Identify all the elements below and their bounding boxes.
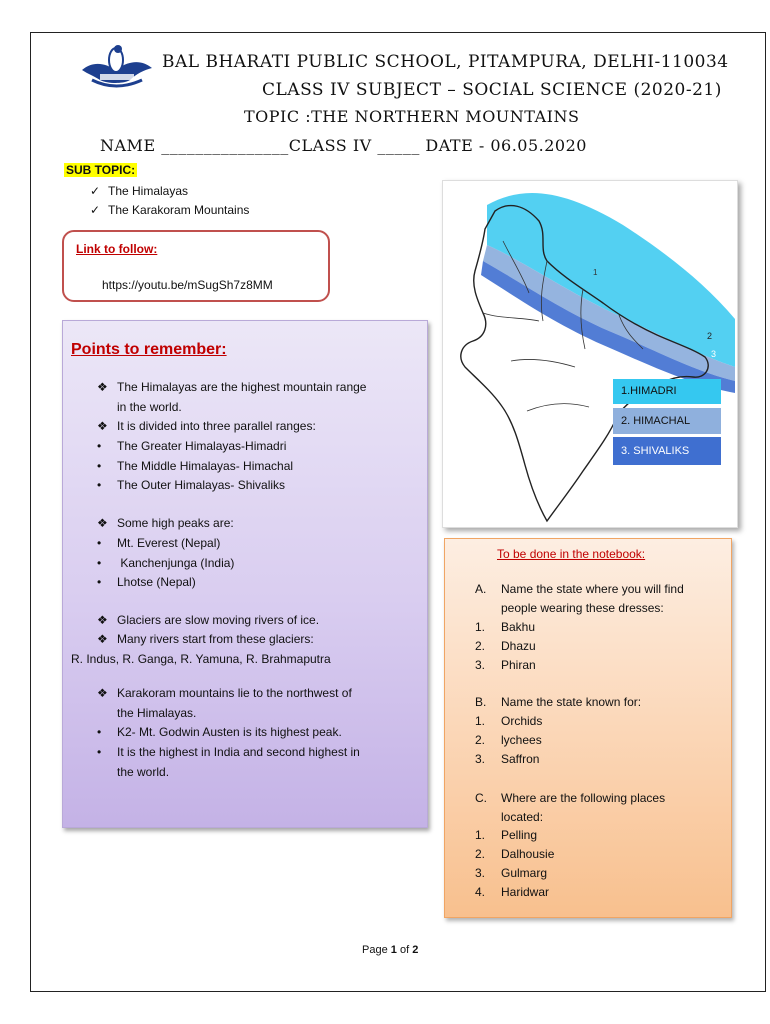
class-subject: CLASS IV SUBJECT – SOCIAL SCIENCE (2020-21) <box>262 80 722 100</box>
diamond-bullet-icon: ❖ <box>97 516 108 530</box>
list-item: • Lhotse (Nepal) <box>97 575 196 589</box>
school-logo <box>78 40 156 96</box>
sub-topic-list <box>90 182 249 220</box>
school-name: BAL BHARATI PUBLIC SCHOOL, PITAMPURA, DELHI-110034 <box>162 52 729 72</box>
legend-himachal: 2. HIMACHAL <box>613 408 721 434</box>
zone-label-3: 3 <box>711 349 717 359</box>
diamond-bullet-icon: ❖ <box>97 380 108 394</box>
legend-himadri: 1.HIMADRI <box>613 379 721 404</box>
page-number: Page 1 of 2 <box>362 944 419 956</box>
list-item: • It is the highest in India and second highest in <box>97 745 360 759</box>
list-item: 4. Haridwar <box>475 885 550 899</box>
question-c-continued: located: <box>501 810 544 824</box>
list-item: 3. Gulmarg <box>475 866 548 880</box>
list-item: ✓ The Himalayas <box>90 182 249 201</box>
list-item: ❖ Glaciers are slow moving rivers of ice. <box>97 613 320 627</box>
question-c: C. Where are the following places <box>475 791 666 805</box>
list-item: 2. Dhazu <box>475 639 536 653</box>
list-item: 1. Pelling <box>475 828 538 842</box>
bullet-icon: • <box>97 536 102 550</box>
list-item: • The Middle Himalayas- Himachal <box>97 459 294 473</box>
himalaya-map <box>442 180 738 528</box>
check-icon: ✓ <box>90 203 101 217</box>
name-class-date-line: NAME _______________CLASS IV _____ DATE - 06.05.2020 <box>100 136 587 155</box>
diamond-bullet-icon: ❖ <box>97 613 108 627</box>
notebook-box <box>444 538 732 918</box>
rivers-line: R. Indus, R. Ganga, R. Yamuna, R. Brahmaputra <box>71 652 331 666</box>
check-icon: ✓ <box>90 184 101 198</box>
list-item: • The Outer Himalayas- Shivaliks <box>97 478 286 492</box>
question-a: A. Name the state where you will find <box>475 582 684 596</box>
bullet-icon: • <box>97 575 102 589</box>
diamond-bullet-icon: ❖ <box>97 632 108 646</box>
sub-topic-label: SUB TOPIC: <box>66 163 136 177</box>
list-item: ❖ It is divided into three parallel ranges: <box>97 419 316 433</box>
notebook-title: To be done in the notebook: <box>497 547 646 561</box>
bullet-icon: • <box>97 459 102 473</box>
list-item: 2. Dalhousie <box>475 847 555 861</box>
list-item-continued: the Himalayas. <box>117 706 197 720</box>
points-title: Points to remember: <box>71 341 227 358</box>
video-link[interactable]: https://youtu.be/mSugSh7z8MM <box>102 278 273 292</box>
link-label: Link to follow: <box>76 242 158 256</box>
list-item: ❖ The Himalayas are the highest mountain range <box>97 380 367 394</box>
zone-label-2: 2 <box>707 331 713 341</box>
legend-shivaliks: 3. SHIVALIKS <box>613 437 721 465</box>
bullet-icon: • <box>97 556 102 570</box>
list-item-continued: in the world. <box>117 400 182 414</box>
list-item: • Kanchenjunga (India) <box>97 556 235 570</box>
diamond-bullet-icon: ❖ <box>97 419 108 433</box>
zone-label-1: 1 <box>593 268 598 277</box>
bullet-icon: • <box>97 725 102 739</box>
list-item: • Mt. Everest (Nepal) <box>97 536 221 550</box>
bullet-icon: • <box>97 439 102 453</box>
list-item: 3. Phiran <box>475 658 536 672</box>
topic-title: TOPIC :THE NORTHERN MOUNTAINS <box>244 107 580 126</box>
list-item: 1. Bakhu <box>475 620 536 634</box>
list-item: ❖ Karakoram mountains lie to the northwest of <box>97 686 352 700</box>
bullet-icon: • <box>97 478 102 492</box>
list-item: 2. lychees <box>475 733 542 747</box>
points-box <box>62 320 428 828</box>
link-box <box>62 230 330 302</box>
question-a-continued: people wearing these dresses: <box>501 601 664 615</box>
list-item: ❖ Some high peaks are: <box>97 516 234 530</box>
list-item: ✓ The Karakoram Mountains <box>90 201 249 220</box>
list-item: • The Greater Himalayas-Himadri <box>97 439 287 453</box>
list-item-continued: the world. <box>117 765 170 779</box>
list-item: • K2- Mt. Godwin Austen is its highest peak. <box>97 725 342 739</box>
diamond-bullet-icon: ❖ <box>97 686 108 700</box>
india-map-figure <box>443 181 739 529</box>
list-item: 1. Orchids <box>475 714 543 728</box>
list-item: ❖ Many rivers start from these glaciers: <box>97 632 314 646</box>
list-item: 3. Saffron <box>475 752 540 766</box>
question-b: B. Name the state known for: <box>475 695 642 709</box>
bullet-icon: • <box>97 745 102 759</box>
